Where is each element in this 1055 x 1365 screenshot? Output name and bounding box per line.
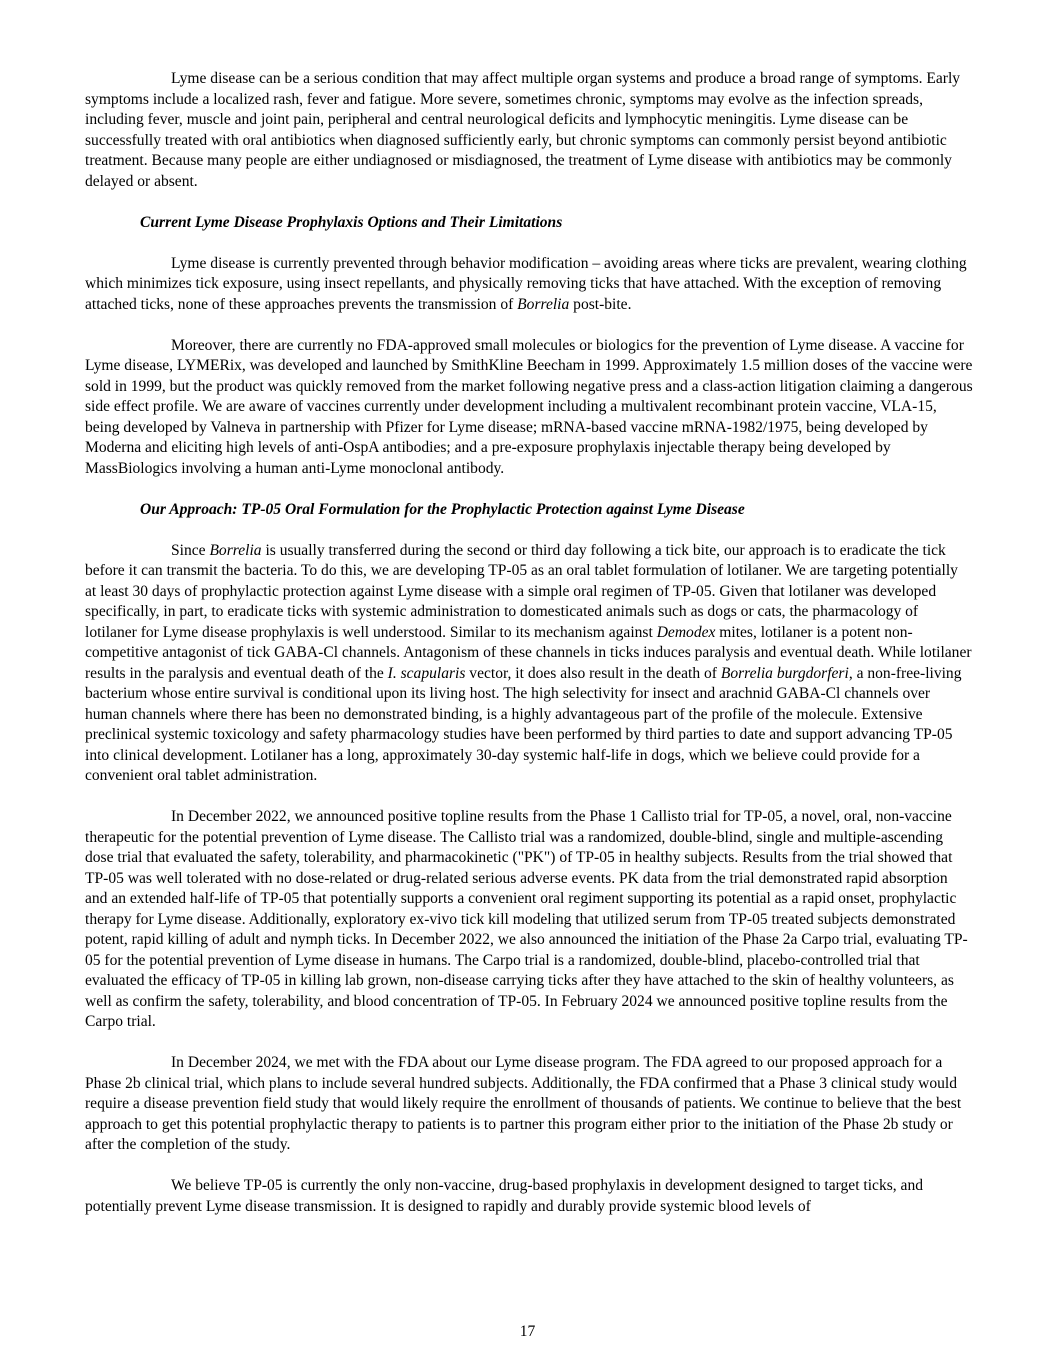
document-page [85,69,973,1217]
paragraph-lyme-overview: Lyme disease can be a serious condition that may affect multiple organ systems and produce a broad range of symptoms. Early symptoms include a localized rash, fever and fatigue. More severe, sometimes chronic, symptoms may evolve as the infection spreads, including fever, muscle and joint pain, peripheral and central neurological deficits and lymphocytic meningitis. Lyme disease can be successfully treated with oral antibiotics when diagnosed sufficiently early, but chronic symptoms can commonly persist beyond antibiotic treatment. Because many people are either undiagnosed or misdiagnosed, the treatment of Lyme disease with antibiotics may be commonly delayed or absent. [85,70,961,190]
section-heading-our-approach: Our Approach: TP-05 Oral Formulation for the Prophylactic Protection against Lyme Disease [140,500,745,518]
paragraph-fda-meeting: In December 2024, we met with the FDA about our Lyme disease program. The FDA agreed to our proposed approach for a Phase 2b clinical trial, which plans to include several hundred subjects. Additionally, the FDA confirmed that a Phase 3 clinical study would require a disease prevention field study that would likely require the enrollment of thousands of patients. We continue to believe that the best approach to get this potential prophylactic therapy to patients is to partner this program either prior to the initiation of the Phase 2b study or after the completion of the study. [85,1054,962,1153]
text-segment: Since [171,541,206,559]
italic-term-borrelia-burgdorferi: Borrelia burgdorferi [720,664,849,682]
page-number: 17 [519,1323,536,1340]
paragraph-vaccines: Moreover, there are currently no FDA-approved small molecules or biologics for the prevention of Lyme disease. A vaccine for Lyme disease, LYMERix, was developed and launched by SmithKline Beecham in 1999. Approximately 1.5 million doses of the vaccine were sold in 1999, but the product was quickly removed from the market following negative press and a class-action litigation claiming a dangerous side effect profile. We are aware of vaccines currently under development including a multivalent recombinant protein vaccine, VLA-15, being developed by Valneva in partnership with Pfizer for Lyme disease; mRNA-based vaccine mRNA-1982/1975, being developed by Moderna and eliciting high levels of anti-OspA antibodies; and a pre-exposure prophylaxis injectable therapy being developed by MassBiologics involving a human anti-Lyme monoclonal antibody. [85,336,973,477]
paragraph-tp05-only-prophylaxis: We believe TP-05 is currently the only non-vaccine, drug-based prophylaxis in development designed to target ticks, and potentially prevent Lyme disease transmission. It is designed to rapidly and durably provide systemic blood levels of [85,1177,923,1215]
text-segment: vector, it does also result in the death of [469,664,717,682]
paragraph-prevention-methods [85,254,973,316]
italic-term-borrelia: Borrelia [209,541,262,559]
section-heading-current-prophylaxis: Current Lyme Disease Prophylaxis Options and Their Limitations [140,213,563,231]
paragraph-tp05-approach [85,541,973,787]
italic-term-borrelia: Borrelia [517,295,570,313]
text-segment: mites, lotilaner is a potent non-competitive antagonist of tick GABA-Cl channels. Antagonism of these channels in ticks induces paralysis and eventual death. While lotilaner results in the paralysis and eventual death of the [85,623,972,682]
text-segment: Lyme disease is currently prevented through behavior modification – avoiding areas where ticks are prevalent, wearing clothing which minimizes tick exposure, using insect repellants, and physically removing ticks that have attached. With the exception of removing attached ticks, none of these approaches prevents the transmission of [85,254,967,313]
italic-term-i-scapularis: I. scapularis [387,664,466,682]
text-segment: post-bite. [573,295,632,313]
text-segment: is usually transferred during the second or third day following a tick bite, our approach is to eradicate the tick before it can transmit the bacteria. To do this, we are developing TP-05 as an oral tablet formulation of lotilaner. We are targeting potentially at least 30 days of prophylactic protection against Lyme disease with a simple oral regimen of TP-05. Given that lotilaner was developed specifically, in part, to eradicate ticks with systemic administration to domesticated animals such as dogs or cats, the pharmacology of lotilaner for Lyme disease prophylaxis is well understood. Similar to its mechanism against [85,541,958,641]
text-segment: , a non-free-living bacterium whose entire survival is conditional upon its living host. The high selectivity for insect and arachnid GABA-Cl channels over human channels where there has been no demonstrated binding, is a highly advantageous part of the profile of the molecule. Extensive preclinical systemic toxicology and safety pharmacology studies have been performed by third parties to date and support advancing TP-05 into clinical development. Lotilaner has a long, approximately 30-day systemic half-life in dogs, which we believe could provide for a convenient oral tablet administration. [85,664,962,784]
paragraph-callisto-carpo-trials: In December 2022, we announced positive topline results from the Phase 1 Callisto trial for TP-05, a novel, oral, non-vaccine therapeutic for the potential prevention of Lyme disease. The Callisto trial was a randomized, double-blind, single and multiple-ascending dose trial that evaluated the safety, tolerability, and pharmacokinetic ("PK") of TP-05 in healthy subjects. Results from the trial showed that TP-05 was well tolerated with no dose-related or drug-related serious adverse events. PK data from the trial demonstrated rapid absorption and an extended half-life of TP-05 that potentially supports a convenient oral regiment supporting its potential as a rapid onset, prophylactic therapy for Lyme disease. Additionally, exploratory ex-vivo tick kill modeling that utilized serum from TP-05 treated subjects demonstrated potent, rapid killing of adult and nymph ticks. In December 2022, we also announced the initiation of the Phase 2a Carpo trial, evaluating TP-05 for the potential prevention of Lyme disease in humans. The Carpo trial is a randomized, double-blind, placebo-controlled trial that evaluated the efficacy of TP-05 in killing lab grown, non-disease carrying ticks after they have attached to the skin of healthy volunteers, as well as confirm the safety, tolerability, and blood concentration of TP-05. In February 2024 we announced positive topline results from the Carpo trial. [85,808,968,1030]
italic-term-demodex: Demodex [656,623,716,641]
